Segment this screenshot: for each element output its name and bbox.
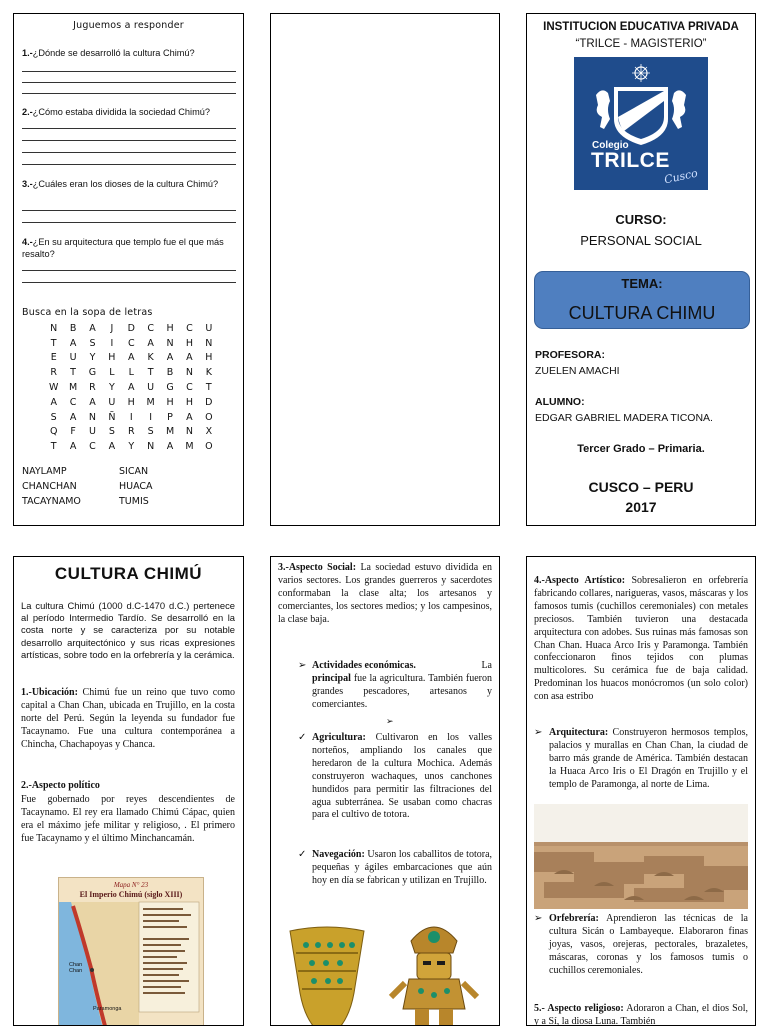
profesora-label: PROFESORA: xyxy=(535,349,606,361)
grid-letter: N xyxy=(166,337,174,349)
arrow-bullet-icon: ➢ xyxy=(534,913,543,924)
grid-letter: K xyxy=(147,352,154,364)
cover-panel xyxy=(526,13,756,526)
grid-letter: A xyxy=(166,352,174,364)
social-panel xyxy=(270,556,500,1026)
tema-box xyxy=(534,271,750,329)
grid-letter: D xyxy=(205,396,213,408)
grid-letter: A xyxy=(69,411,77,423)
grid-letter: G xyxy=(88,367,97,379)
artistico-paragraph: 4.-Aspecto Artístico: Sobresalieron en orfebrería fabricando collares, narigueras, vasos, máscaras y los famosos tumis (cuchillos ceremoniales) con metales preciosos. También tuvieron una destacada arquitectura con adobes. Sus ruinas más famosas son Chan Chan. Huaca Arco Iris y Paramonga. También confeccionaron finos tejidos con plumas multicolores. Su cerámica fue de baja calidad. Predominan los huacos monócromos (un solo color) con asa estribo xyxy=(534,575,749,703)
map-label-paramonga: Paramonga xyxy=(93,1006,122,1012)
religioso-paragraph: 5.- Aspecto religioso: Adoraron a Chan, el dios Sol, y a Sí, la diosa Luna. También xyxy=(534,1003,748,1026)
grid-letter: A xyxy=(166,441,174,453)
tema-value: CULTURA CHIMU xyxy=(568,303,716,323)
grid-letter: A xyxy=(147,337,154,349)
grid-letter: C xyxy=(69,396,77,408)
navegacion-paragraph: Navegación: Usaron los caballitos de totora, pequeñas y ágiles embarcaciones que aún hoy en día se fabrican y utilizan en Trujillo. xyxy=(312,849,493,886)
agricultura-paragraph: Agricultura: Cultivaron en los valles norteños, ampliando los canales que heredaron de la cultura Mochica. Además construyeron wachaques, unos canchones hundidos para permitir las filtraciones del agua subterránea. Se usaban como chacras para el cultivo de totora. xyxy=(312,732,492,821)
grid-letter: N xyxy=(147,441,155,453)
page-title: CULTURA CHIMÚ xyxy=(54,564,203,583)
city-text: CUSCO – PERU xyxy=(588,479,694,495)
chanchan-ruins-image xyxy=(534,804,748,909)
profesora-value: ZUELEN AMACHI xyxy=(535,365,620,377)
grid-letter: M xyxy=(165,426,175,438)
grid-letter: S xyxy=(89,337,96,349)
map-icon xyxy=(59,878,203,1026)
question-3: 3.-¿Cuáles eran los dioses de la cultura Chimú? xyxy=(22,179,219,189)
gold-vase-image xyxy=(284,923,370,1026)
activity-panel xyxy=(13,13,244,526)
grid-letter: Q xyxy=(49,426,58,438)
grid-letter: A xyxy=(128,352,135,364)
curso-label: CURSO: xyxy=(615,212,667,227)
grid-letter: M xyxy=(146,396,155,408)
grid-letter: L xyxy=(109,367,115,379)
question-2: 2.-¿Cómo estaba dividida la sociedad Chimú? xyxy=(22,107,210,117)
word-item: CHANCHAN xyxy=(22,480,77,492)
grid-letter: H xyxy=(185,337,193,349)
grid-letter: B xyxy=(69,322,77,334)
grid-letter: U xyxy=(147,382,155,394)
grid-letter: C xyxy=(89,441,96,453)
grid-letter: U xyxy=(88,426,96,438)
grid-letter: H xyxy=(166,322,174,334)
logo-big-text: TRILCE xyxy=(591,149,670,172)
school-logo xyxy=(574,57,708,190)
grid-letter: O xyxy=(205,441,213,453)
grid-letter: S xyxy=(147,426,154,438)
arrow-bullet-icon: ➢ xyxy=(386,717,394,727)
grid-letter: N xyxy=(88,411,97,423)
grid-letter: R xyxy=(127,426,135,438)
grid-letter: Ñ xyxy=(108,411,116,423)
grid-letter: A xyxy=(186,411,193,423)
grid-letter: W xyxy=(48,382,59,394)
grid-letter: A xyxy=(69,441,77,453)
economia-paragraph: Actividades económicas. La principal fue la agricultura. También fueron grandes pescadores, artesanos y comerciantes. xyxy=(312,660,492,710)
grid-letter: I xyxy=(149,411,153,423)
grid-letter: C xyxy=(127,337,135,349)
grid-letter: I xyxy=(110,337,114,349)
grid-letter: T xyxy=(70,367,76,379)
grid-letter: C xyxy=(186,322,193,334)
grid-letter: I xyxy=(129,411,133,423)
grid-letter: O xyxy=(205,411,213,423)
map-label-chanchan: Chan Chan xyxy=(69,962,83,974)
grid-letter: L xyxy=(128,367,134,379)
arrow-bullet-icon: ➢ xyxy=(534,727,543,738)
activity-heading: Juguemos a responder xyxy=(73,20,184,31)
check-bullet-icon: ✓ xyxy=(298,849,307,860)
politico-paragraph: Fue gobernado por reyes descendientes de Tacaynamo. El rey era llamado Chimú Cápac, quien era el máximo jefe militar y religioso, . El primero fue Tacaynamo y el último Minchancamán. xyxy=(21,794,235,844)
word-item: SICAN xyxy=(119,466,149,477)
grid-letter: A xyxy=(89,396,96,408)
blank-panel xyxy=(270,13,500,526)
grid-letter: A xyxy=(128,382,135,394)
grid-letter: D xyxy=(127,322,135,334)
grid-letter: H xyxy=(166,396,174,408)
grid-letter: A xyxy=(186,352,193,364)
check-bullet-icon: ✓ xyxy=(298,732,307,743)
grid-letter: H xyxy=(127,396,135,408)
grid-letter: Y xyxy=(89,352,96,364)
grid-letter: H xyxy=(185,396,193,408)
word-item: TUMIS xyxy=(119,495,149,507)
grid-letter: H xyxy=(108,352,116,364)
orfebreria-paragraph: Orfebrería: Aprendieron las técnicas de la cultura Sicán o Lambayeque. Elaboraron finas joyas, vasos, orejeras, pectorales, brazaletes, máscaras, coronas y los famosos tumis o cuchillos ceremoniales. xyxy=(549,913,748,976)
grid-letter: N xyxy=(50,322,58,334)
arrow-bullet-icon: ➢ xyxy=(298,660,307,671)
grid-letter: U xyxy=(205,322,213,334)
chimu-map-image xyxy=(58,877,204,1026)
grid-letter: R xyxy=(50,367,57,379)
social-paragraph: 3.-Aspecto Social: La sociedad estuvo dividida en varios sectores. Los grandes guerreros y sacerdotes conformaban la clase alta; los artesanos y comerciantes, los sectores medios; y los campesinos, la clase baja. xyxy=(278,562,492,625)
grid-letter: N xyxy=(205,337,213,349)
map-number: Mapa N° 23 xyxy=(113,881,149,889)
tema-label: TEMA: xyxy=(621,276,663,291)
grid-letter: F xyxy=(70,426,76,438)
grid-letter: J xyxy=(110,322,114,334)
school-name: INSTITUCION EDUCATIVA PRIVADA xyxy=(543,21,739,33)
grid-letter: C xyxy=(147,322,154,334)
grid-letter: M xyxy=(68,382,78,394)
grid-letter: S xyxy=(108,426,115,438)
word-list-right xyxy=(119,465,153,509)
politico-title: 2.-Aspecto político xyxy=(21,780,100,791)
alumno-value: EDGAR GABRIEL MADERA TICONA. xyxy=(535,412,713,424)
word-item: HUACA xyxy=(119,480,153,492)
grid-letter: T xyxy=(205,382,212,394)
word-item: NAYLAMP xyxy=(22,466,67,477)
intro-panel xyxy=(13,556,244,1026)
grid-letter: A xyxy=(69,337,77,349)
grid-letter: Y xyxy=(128,441,135,453)
grid-letter: S xyxy=(50,411,57,423)
grid-letter: G xyxy=(166,382,174,394)
tumi-figure-image xyxy=(381,913,487,1026)
logo-script-text: Cusco xyxy=(663,166,699,187)
map-title: El Imperio Chimú (siglo XIII) xyxy=(79,890,183,899)
word-search-title: Busca en la sopa de letras xyxy=(22,307,153,318)
grid-letter: N xyxy=(185,426,193,438)
year-text: 2017 xyxy=(625,499,657,515)
grid-letter: Y xyxy=(108,382,115,394)
grid-letter: H xyxy=(205,352,213,364)
logo-small-text: Colegio xyxy=(592,140,629,151)
grid-letter: C xyxy=(186,382,193,394)
grid-letter: R xyxy=(89,382,96,394)
grid-letter: T xyxy=(147,367,154,379)
artistic-panel xyxy=(526,556,756,1026)
grid-letter: K xyxy=(205,367,212,379)
grid-letter: T xyxy=(50,441,57,453)
word-list-left xyxy=(22,465,81,509)
arquitectura-paragraph: Arquitectura: Construyeron hermosos templos, palacios y murallas en Chan Chan, la ciudad de barro más grande de América. También destacan la Huaca Arco Iris o El Dragón en Trujillo y el templo de Paramonga, al norte de Lima. xyxy=(549,727,749,790)
alumno-label: ALUMNO: xyxy=(535,396,585,408)
ubicacion-paragraph: 1.-Ubicación: Chimú fue un reino que tuvo como capital a Chan Chan, ubicada en Trujillo, en la costa norte del Perú. Según la leyenda su fundador fue Tacaynamo. Fue una cultura contemporánea a Chincha, Chachapoyas y Chanca. xyxy=(21,687,236,750)
grid-letter: E xyxy=(50,352,57,364)
grid-letter: X xyxy=(205,426,213,438)
grid-letter: M xyxy=(185,441,194,453)
grid-letter: P xyxy=(167,411,173,423)
curso-value: PERSONAL SOCIAL xyxy=(580,233,702,248)
grid-letter: A xyxy=(89,322,96,334)
grid-letter: A xyxy=(50,396,57,408)
school-subtitle: “TRILCE - MAGISTERIO” xyxy=(575,38,707,50)
grid-letter: U xyxy=(69,352,77,364)
grid-letter: U xyxy=(108,396,116,408)
grid-letter: N xyxy=(185,367,193,379)
grid-letter: B xyxy=(166,367,174,379)
question-1: 1.-¿Dónde se desarrolló la cultura Chimú? xyxy=(22,48,195,58)
word-search-grid xyxy=(44,321,219,454)
word-item: TACAYNAMO xyxy=(22,495,81,507)
grid-letter: A xyxy=(108,441,116,453)
question-4: 4.-¿En su arquitectura que templo fue el que más resalto? xyxy=(22,237,224,259)
intro-paragraph: La cultura Chimú (1000 d.C-1470 d.C.) pertenece al período Intermedio Tardío. Se desarrolló en la costa norte y se caracteriza por su notable desarrollo arquitectónico y sus ricas expresiones artísticas, sobre todo en la orfebrería y la cerámica. xyxy=(21,600,235,660)
grid-letter: T xyxy=(50,337,57,349)
grade-text: Tercer Grado – Primaria. xyxy=(577,443,705,455)
